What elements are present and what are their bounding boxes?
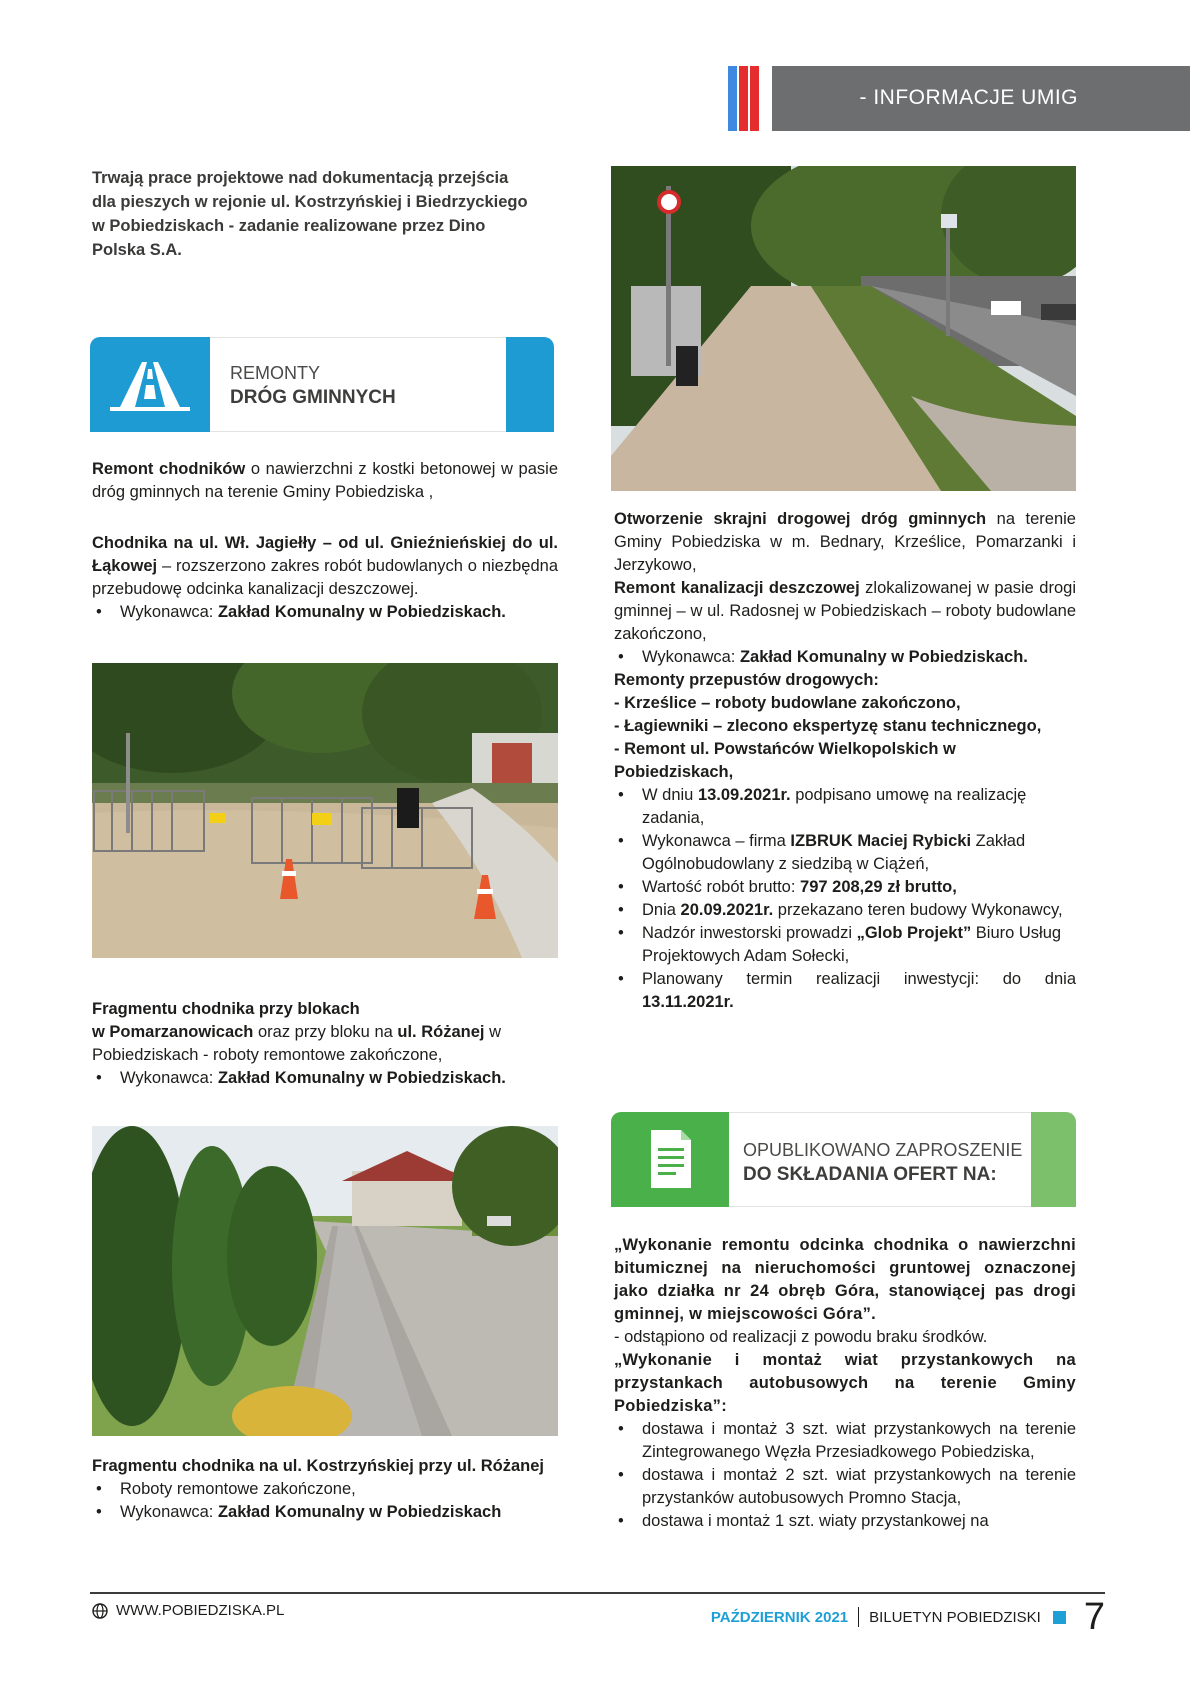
footer-bulletin: BILUETYN POBIEDZISKI [869,1608,1041,1626]
section-label: - INFORMACJE UMIG [859,86,1078,109]
banner-offers [611,1112,1076,1207]
construction-site-photo [92,663,558,958]
footer-square-icon [1053,1611,1066,1624]
road-icon [90,337,210,432]
footer-website[interactable] [92,1602,284,1619]
footer-right [711,1598,1105,1636]
left-paragraph-3: Fragmentu chodnika przy blokach w Pomarzanowicach oraz przy bloku na ul. Różanej w Pobiedziskach - roboty remontowe zakończone, • Wykonawca: Zakład Komunalny w Pobiedziskach. [92,998,558,1090]
footer-separator [858,1607,859,1627]
offers-text: „Wykonanie remontu odcinka chodnika o nawierzchni bitumicznej na nieruchomości gruntowej oznaczonej jako działka nr 24 obręb Góra, stanowiącej pas drogi gminnej, w miejscowości Góra”. - odstąpiono od realizacji z powodu braku środków. „Wykonanie i montaż wiat przystankowych na przystankach autobusowych na terenie Gminy Pobiedziska”: • dostawa i montaż 3 szt. wiat przystankowych na terenie Zintegrowanego Węzła Przesiadkowego Pobiedziska, • dostawa i montaż 2 szt. wiat przystankowych na terenie przystanków autobusowych Promno Stacja, • dostawa i montaż 1 szt. wiaty przystankowej na [614,1234,1076,1533]
paved-path-photo [92,1126,558,1436]
footer-website-text: WWW.POBIEDZISKA.PL [116,1602,285,1619]
footer-divider [90,1592,1105,1594]
banner-offers-line2: DO SKŁADANIA OFERT NA: [743,1164,997,1185]
page-number: 7 [1083,1596,1105,1638]
right-column-text: Otworzenie skrajni drogowej dróg gminnych na terenie Gminy Pobiedziska w m. Bednary, Krześlice, Pomarzanki i Jerzykowo, Remont kanalizacji deszczowej zlokalizowanej w pasie drogi gminnej – w ul. Radosnej w Pobiedziskach – roboty budowlane zakończono, • Wykonawca: Zakład Komunalny w Pobiedziskach. Remonty przepustów drogowych: - Krześlice – roboty budowlane zakończono, - Łagiewniki – zlecono ekspertyzę stanu technicznego, - Remont ul. Powstańców Wielkopolskich w Pobiedziskach, • W dniu 13.09.2021r. podpisano umowę na realizację zadania, • Wykonawca – firma IZBRUK Maciej Rybicki Zakład Ogólnobudowlany z siedzibą w Ciążeń, • Wartość robót brutto: 797 208,29 zł brutto, • Dnia 20.09.2021r. przekazano teren budowy Wykonawcy, • Nadzór inwestorski prowadzi „Glob Projekt” Biuro Usług Projektowych Adam Sołecki, • Planowany termin realizacji inwestycji: do dnia 13.11.2021r. [614,508,1076,1014]
globe-icon [92,1603,108,1619]
street-sidewalk-photo [611,166,1076,491]
intro-text: Trwają prace projektowe nad dokumentacją przejścia dla pieszych w rejonie ul. Kostrzyńskiej i Biedrzyckiego w Pobiedziskach - zadanie realizowane przez Dino Polska S.A. [92,169,528,259]
header-stripes [728,66,768,131]
banner-road-repairs [90,337,554,432]
banner-line1: REMONTY [230,363,320,383]
section-header-bar [772,66,1190,131]
banner-line2: DRÓG GMINNYCH [230,387,396,408]
left-paragraph-4: Fragmentu chodnika na ul. Kostrzyńskiej przy ul. Różanej • Roboty remontowe zakończone, • Wykonawca: Zakład Komunalny w Pobiedziskach [92,1455,558,1524]
footer-month: PAŹDZIERNIK 2021 [710,1608,849,1626]
left-paragraph-2: Chodnika na ul. Wł. Jagiełły – od ul. Gnieźnieńskiej do ul. Łąkowej – rozszerzono zakres robót budowlanych o niezbędna przebudowę odcinka kanalizacji deszczowej. • Wykonawca: Zakład Komunalny w Pobiedziskach. [92,532,558,624]
banner-offers-line1: OPUBLIKOWANO ZAPROSZENIE [743,1140,1023,1160]
left-paragraph-1: Remont chodników o nawierzchni z kostki betonowej w pasie dróg gminnych na terenie Gminy Pobiedziska , [92,460,558,501]
document-icon [611,1112,729,1207]
